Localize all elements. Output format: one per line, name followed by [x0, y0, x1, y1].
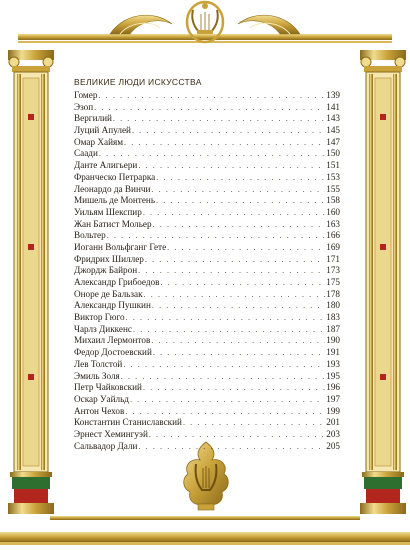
toc-leader-dots [124, 137, 325, 149]
toc-leader-dots [99, 148, 325, 160]
toc-entry[interactable] [74, 312, 340, 324]
left-scroll-ornament [110, 15, 172, 34]
toc-entry-name: Чарлз Диккенс [74, 323, 132, 334]
toc-entry-page: 191 [326, 347, 340, 358]
toc-entry-name: Эзоп [74, 101, 94, 112]
toc-entry-page: 195 [326, 370, 340, 381]
toc-entry-page: 143 [326, 113, 340, 124]
toc-entry[interactable] [74, 254, 340, 266]
toc-entry-page: 201 [326, 417, 340, 428]
toc-leader-dots [143, 382, 325, 394]
toc-leader-dots [156, 195, 325, 207]
toc-leader-dots [143, 207, 325, 219]
toc-entry-page: 203 [326, 428, 340, 439]
toc-leader-dots [153, 347, 325, 359]
toc-leader-dots [167, 242, 325, 254]
toc-leader-dots [107, 230, 326, 242]
toc-entry-name: Джордж Байрон [74, 265, 138, 276]
toc-entry-page: 158 [326, 195, 340, 206]
toc-entry-page: 153 [326, 171, 340, 182]
toc-leader-dots [94, 102, 325, 114]
toc-entry-name: Антон Чехов [74, 405, 125, 416]
toc-entry-name: Омар Хайям [74, 136, 124, 147]
toc-entry[interactable] [74, 195, 340, 207]
toc-leader-dots [183, 417, 325, 429]
toc-list [74, 90, 340, 452]
toc-entry-page: 169 [326, 241, 340, 252]
toc-leader-dots [121, 371, 325, 383]
toc-leader-dots [138, 265, 325, 277]
toc-leader-dots [153, 219, 326, 231]
toc-leader-dots [138, 441, 325, 453]
toc-entry-page: 171 [326, 253, 340, 264]
toc-entry[interactable] [74, 324, 340, 336]
toc-entry-page: 145 [326, 125, 340, 136]
toc-entry[interactable] [74, 417, 340, 429]
toc-leader-dots [130, 394, 325, 406]
left-column-ornament [8, 44, 54, 514]
toc-entry-name: Луций Апулей [74, 125, 131, 136]
toc-entry-name: Александр Пушкин [74, 300, 151, 311]
toc-entry-page: 197 [326, 393, 340, 404]
toc-entry-name: Александр Грибоедов [74, 277, 160, 287]
toc-entry-name: Виктор Гюго [74, 312, 125, 323]
toc-leader-dots [126, 312, 326, 324]
toc-entry[interactable] [74, 441, 340, 453]
toc-entry-name: Михаил Лермонтов [74, 335, 151, 346]
toc-entry-page: 155 [326, 183, 340, 194]
toc-entry-name: Франческо Петрарка [74, 171, 156, 182]
toc-entry[interactable] [74, 335, 340, 347]
toc-entry[interactable] [74, 300, 340, 312]
toc-entry[interactable] [74, 172, 340, 184]
toc-entry-name: Леонардо да Винчи [74, 183, 151, 194]
toc-leader-dots [133, 324, 325, 336]
toc-entry-name: Оноре де Бальзак [74, 288, 143, 299]
toc-entry-name: Эрнест Хемингуэй [74, 428, 148, 439]
toc-leader-dots [132, 125, 325, 137]
toc-entry-name: Эмиль Золя [74, 370, 120, 381]
toc-entry[interactable] [74, 90, 340, 102]
toc-entry[interactable] [74, 230, 340, 242]
toc-entry[interactable] [74, 277, 340, 289]
toc-entry-page: 187 [326, 323, 340, 334]
toc-leader-dots [123, 359, 325, 371]
toc-entry-page: 151 [326, 160, 340, 171]
toc-entry[interactable] [74, 184, 340, 196]
toc-entry-page: 196 [326, 382, 340, 393]
toc-entry-name: Фридрих Шиллер [74, 253, 144, 264]
toc-leader-dots [151, 335, 325, 347]
toc-entry-name: Вольтер [74, 230, 106, 241]
toc-entry-page: 180 [326, 300, 340, 311]
toc-entry-page: 160 [326, 206, 340, 217]
top-frame-ornament [0, 0, 410, 60]
right-scroll-ornament [238, 15, 300, 34]
toc-entry[interactable] [74, 125, 340, 137]
toc-entry-page: 199 [326, 405, 340, 416]
toc-leader-dots [98, 90, 325, 102]
toc-entry-name: Гомер [74, 90, 98, 100]
table-of-contents [74, 76, 340, 452]
toc-entry-page: 141 [326, 101, 340, 112]
toc-entry-name: Вергилий [74, 113, 112, 124]
toc-entry-name: Мишель де Монтень [74, 195, 156, 206]
toc-leader-dots [149, 429, 325, 441]
toc-entry[interactable] [74, 359, 340, 371]
toc-entry-name: Петр Чайковский [74, 382, 142, 393]
toc-entry-name: Иоганн Вольфганг Гете [74, 241, 167, 252]
toc-entry[interactable] [74, 371, 340, 383]
toc-entry-name: Уильям Шекспир [74, 206, 142, 217]
toc-entry-page: 175 [326, 277, 340, 287]
toc-entry-name: Жан Батист Мольер [74, 218, 152, 229]
toc-entry-name: Саади [74, 148, 98, 159]
toc-leader-dots [156, 172, 325, 184]
toc-leader-dots [138, 160, 325, 172]
toc-leader-dots [144, 289, 326, 301]
toc-leader-dots [160, 277, 325, 289]
toc-entry-page: 139 [326, 90, 340, 100]
toc-entry[interactable] [74, 289, 340, 301]
toc-entry-name: Федор Достоевский [74, 347, 152, 358]
right-column-ornament [360, 44, 406, 514]
toc-entry-page: 205 [326, 440, 340, 451]
toc-entry-name: Оскар Уайльд [74, 393, 129, 404]
toc-entry[interactable] [74, 148, 340, 160]
toc-entry[interactable] [74, 382, 340, 394]
toc-entry[interactable] [74, 160, 340, 172]
toc-leader-dots [152, 300, 325, 312]
toc-entry[interactable] [74, 219, 340, 231]
section-heading: ВЕЛИКИЕ ЛЮДИ ИСКУССТВА [74, 77, 202, 87]
toc-entry-page: 163 [326, 218, 340, 229]
toc-entry[interactable] [74, 406, 340, 418]
toc-entry[interactable] [74, 113, 340, 125]
toc-entry-page: 147 [326, 136, 340, 147]
toc-leader-dots [151, 184, 325, 196]
toc-entry-name: Данте Алигьери [74, 160, 138, 171]
toc-entry-name: Константин Станиславский [74, 417, 182, 428]
toc-entry[interactable] [74, 429, 340, 441]
bottom-frame-ornament [0, 506, 410, 550]
toc-leader-dots [145, 254, 325, 266]
toc-entry-name: Лев Толстой [74, 358, 123, 369]
toc-entry[interactable] [74, 242, 340, 254]
toc-entry-page: 183 [326, 312, 340, 323]
toc-leader-dots [125, 406, 325, 418]
toc-entry-page: 150 [326, 148, 340, 159]
toc-entry-page: 190 [326, 335, 340, 346]
toc-entry[interactable] [74, 137, 340, 149]
toc-entry[interactable] [74, 207, 340, 219]
toc-entry-page: 178 [326, 288, 340, 299]
toc-entry-page: 193 [326, 358, 340, 369]
toc-entry[interactable] [74, 265, 340, 277]
toc-leader-dots [113, 113, 325, 125]
toc-entry[interactable] [74, 102, 340, 114]
toc-entry[interactable] [74, 347, 340, 359]
toc-entry-page: 166 [326, 230, 340, 241]
toc-entry[interactable] [74, 394, 340, 406]
toc-entry-page: 173 [326, 265, 340, 276]
toc-entry-name: Сальвадор Дали [74, 440, 138, 451]
